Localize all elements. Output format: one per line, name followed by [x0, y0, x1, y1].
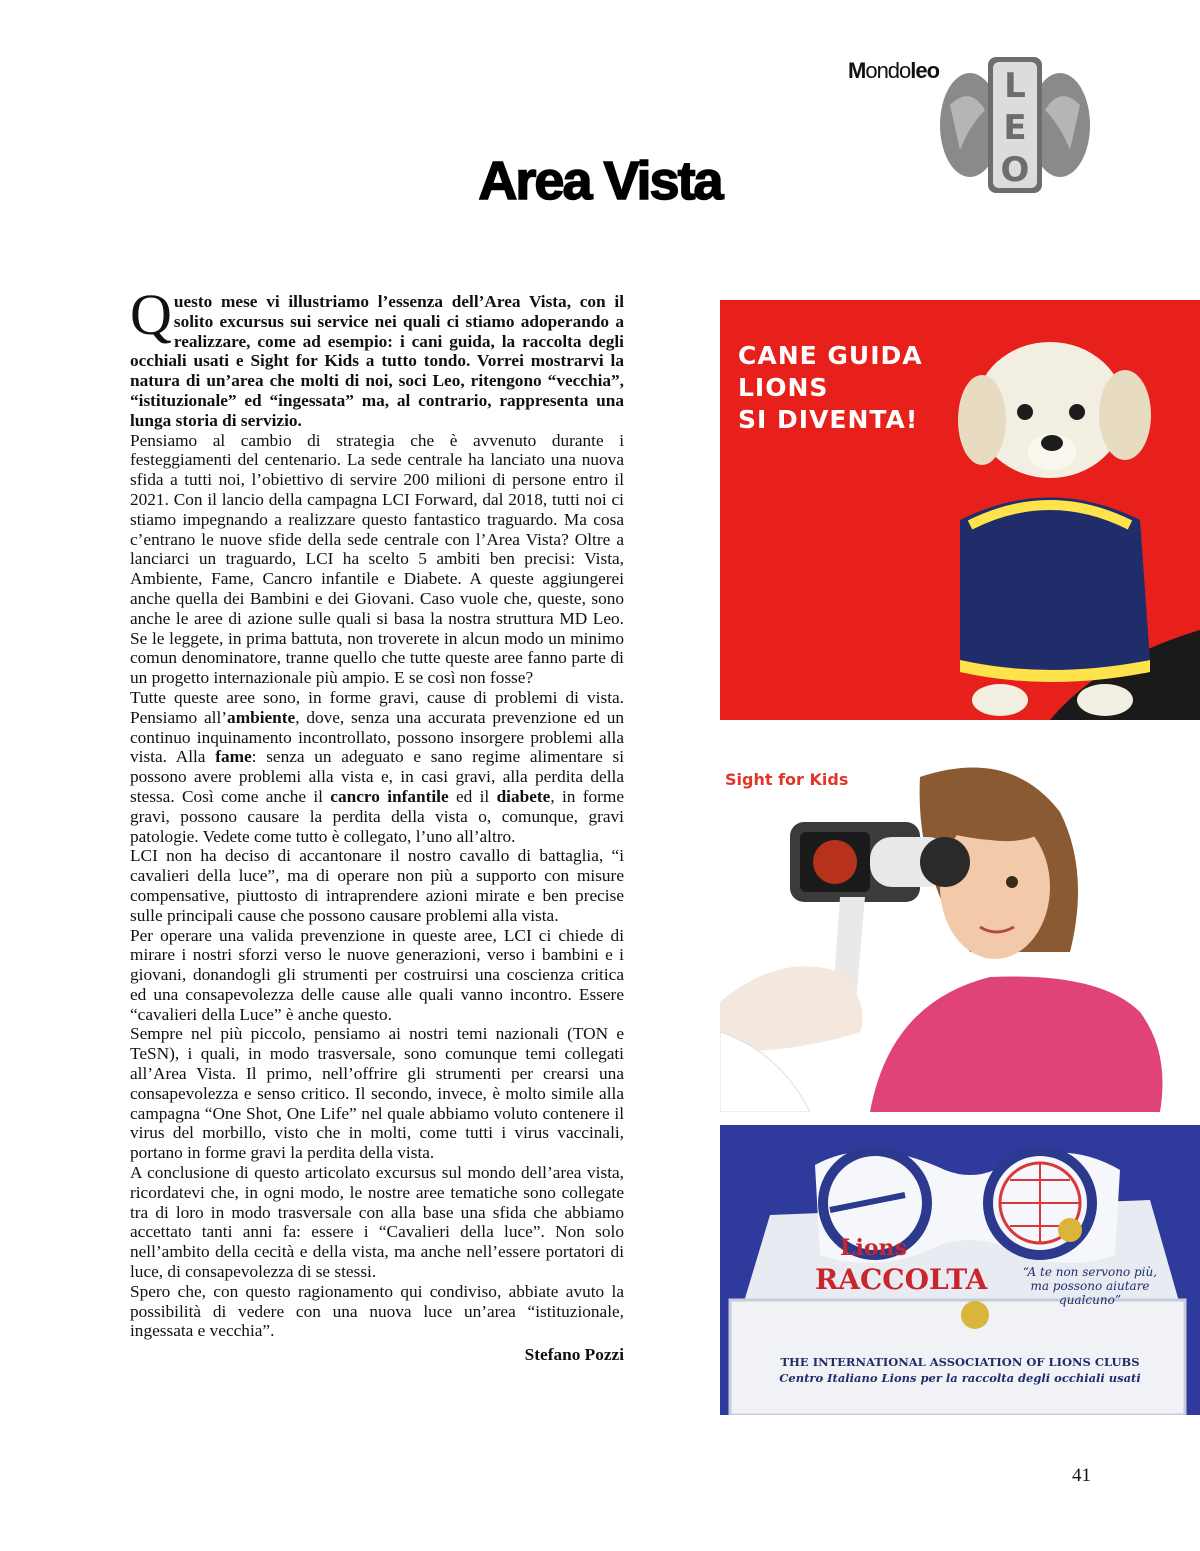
sight-for-kids-photo: [720, 752, 1200, 1112]
paragraph: Pensiamo al cambio di strategia che è avvenuto durante i festeggiamenti del centenario. La sede centrale ha lanciato una nuova sfida a tutti noi, l’obiettivo di servire 200 milioni di persone entro il 2021. Con il lancio della campagna LCI Forward, dal 2018, tutti noi ci stiamo impegnando a realizzare questo fantastico traguardo. Ma cosa c’entrano le nuove sfide della sede centrale con l’Area Vista? Oltre a lanciarci un traguardo, LCI ha scelto 5 ambiti ben precisi: Vista, Ambiente, Fame, Cancro infantile e Diabete. A queste aggiungerei anche quella dei Bambini e dei Giovani. Caso vuole che, queste, sono anche le aree di azione sulle quali si basa la nostra struttura MD Leo. Se le leggete, in prima battuta, non troverete in alcun modo un minimo comun denominatore, tranne quello che tutte queste aree fanno parte di un progetto internazionale più ampio. E se così non fosse?: [130, 430, 624, 688]
box-association: THE INTERNATIONAL ASSOCIATION OF LIONS CLUBS: [780, 1355, 1140, 1369]
paragraph: [130, 688, 624, 846]
paragraph: Spero che, con questo ragionamento qui condiviso, abbiate avuto la possibilità di vedere con una nuova luce un’area “istituzionale, ingessata e vecchia”.: [130, 1281, 624, 1341]
paragraph: A conclusione di questo articolato excursus sul mondo dell’area vista, ricordatevi che, in ogni modo, le nostre aree tematiche sono collegate tra di loro in modo trasversale con alla base una sfida che abbiamo accettato tanti anni fa: essere i “Cavalieri della luce”. Non solo nell’ambito della cecità e della vista, ma anche nell’essere portatori di luce, di consapevolezza di se stessi.: [130, 1163, 624, 1282]
box-lions-label: Lions: [840, 1235, 907, 1261]
brand-end: leo: [910, 58, 940, 83]
sight-for-kids-logo: Sight for Kids: [725, 770, 849, 789]
article-lead: [130, 282, 624, 431]
text-run: , in forme gravi, possono causare la perdita della vista o, comunque, gravi patologie. Vedete come tutto è collegato, l’uno all’altro.: [130, 786, 625, 846]
svg-text:E: E: [1003, 108, 1027, 148]
page-number: 41: [1072, 1465, 1091, 1486]
brand-middle: ondo: [865, 58, 911, 83]
svg-text:L: L: [1004, 66, 1026, 106]
brand-initial: M: [848, 58, 866, 83]
paragraph: LCI non ha deciso di accantonare il nostro cavallo di battaglia, “i cavalieri della luce”, ma di operare non più a supporto con misure compensative, piuttosto di intraprendere azioni mirate e ben precise sulle principali cause che possono causare problemi alla vista.: [130, 846, 624, 925]
keyword-fame: fame: [215, 747, 252, 767]
box-quote: “A te non servono più, ma possono aiutare qualcuno”: [1022, 1265, 1158, 1307]
guide-dog-headline: CANE GUIDA LIONS SI DIVENTA!: [738, 341, 923, 434]
glasses-collection-photo: [720, 1125, 1200, 1415]
guide-dog-photo: [720, 300, 1200, 720]
text-run: : senza un adeguato e sano regime alimentare si possono avere problemi alla vista e, in casi gravi, alla perdita della stessa. Così come anche il: [130, 747, 625, 806]
box-raccolta-label: RACCOLTA: [815, 1263, 988, 1296]
section-brand: [848, 58, 939, 84]
paragraph: Sempre nel più piccolo, pensiamo ai nostri temi nazionali (TON e TeSN), i quali, in modo trasversale, sono comunque temi collegati all’Area Vista. Il primo, nell’offrire gli strumenti per crearsi una consapevolezza e senso critico. Il secondo, invece, è molto simile alla campagna “One Shot, One Life” nel quale abbiamo voluto contenere il virus del morbillo, visto che in molti, come tutti i virus vaccinali, portano in forme gravi la perdita della vista.: [130, 1024, 624, 1163]
page-title: Area Vista: [478, 151, 722, 211]
paragraph: Per operare una valida prevenzione in queste aree, LCI ci chiede di mirare i nostri sforzi verso le nuove generazioni, verso i bambini e i giovani, donandogli gli strumenti per costruirsi una coscienza critica ed una consapevolezza delle cause alle quali vanno incontro. Essere “cavalieri della Luce” è anche questo.: [130, 925, 624, 1024]
author-signature: Stefano Pozzi: [524, 1345, 624, 1365]
article-body: [130, 282, 625, 1365]
lead-text: uesto mese vi illustriamo l’essenza dell’Area Vista, con il solito excursus sui service nei quali ci stiamo adoperando a realizzare, come ad esempio: i cani guida, la raccolta degli occhiali usati e Sight for Kids a tutto tondo. Vorrei mostrarvi la natura di un’area che molti di noi, soci Leo, ritengono “vecchia”, “istituzionale” ed “ingessata” ma, al contrario, rappresenta una lunga storia di servizio.: [130, 292, 624, 430]
child-eye-exam-illustration: [720, 752, 1200, 1112]
drop-cap: Q: [130, 282, 172, 347]
text-run: ed il: [448, 786, 497, 806]
keyword-cancro: cancro infantile: [330, 786, 449, 806]
svg-text:O: O: [1000, 150, 1030, 190]
text-run: , dove, senza una accurata prevenzione ed un continuo inquinamento incontrollato, possono insorgere problemi alla vista. Alla: [130, 707, 624, 767]
keyword-ambiente: ambiente: [227, 707, 296, 727]
puppy-illustration: [720, 300, 1200, 720]
text-run: Tutte queste aree sono, in forme gravi, cause di problemi di vista. Pensiamo all’: [130, 687, 624, 727]
box-centro: Centro Italiano Lions per la raccolta degli occhiali usati: [779, 1371, 1141, 1385]
keyword-diabete: diabete: [496, 786, 551, 806]
